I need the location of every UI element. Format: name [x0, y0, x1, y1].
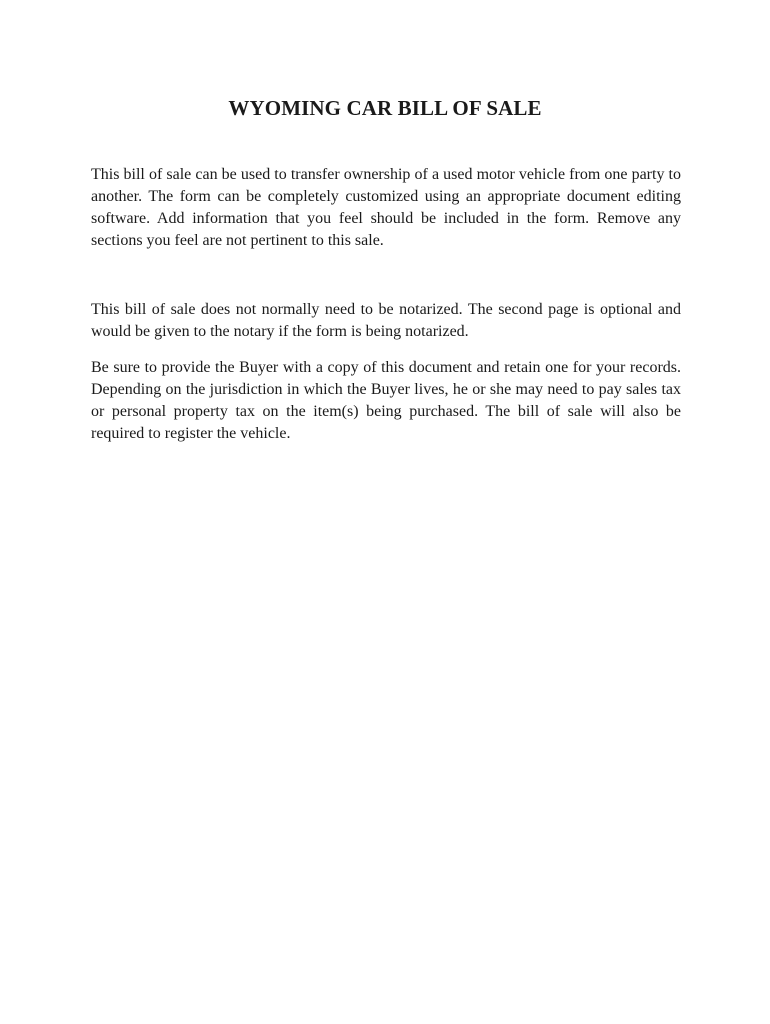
- buyer-copy-paragraph: Be sure to provide the Buyer with a copy of this document and retain one for your records. Depending on the jurisdiction in which the Buyer lives, he or she may need to pay sales tax or personal property tax on the item(s) being purchased. The bill of sale will also be required to register the vehicle.: [91, 359, 681, 442]
- intro-paragraph: This bill of sale can be used to transfer ownership of a used motor vehicle from one party to another. The form can be completely customized using an appropriate document editing software. Add information that you feel should be included in the form. Remove any sections you feel are not pertinent to this sale.: [91, 166, 681, 249]
- notarization-paragraph: This bill of sale does not normally need to be notarized. The second page is optional and would be given to the notary if the form is being notarized.: [91, 301, 681, 340]
- document-title: WYOMING CAR BILL OF SALE: [228, 96, 542, 120]
